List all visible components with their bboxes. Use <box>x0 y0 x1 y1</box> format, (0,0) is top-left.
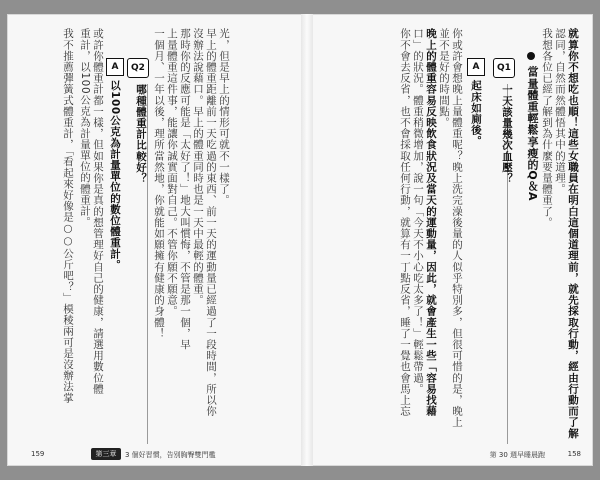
left-body-line-6: 一個月、一年以後，理所當然地，你就能如願擁有健康的身體！ <box>153 28 165 339</box>
section-bullet-icon <box>527 52 535 60</box>
left-running-header: 3 個好習慣，告別胸臀雙門檻 <box>125 451 216 459</box>
left-page-number: 159 <box>31 450 45 458</box>
q2-label: Q2 <box>127 58 149 78</box>
a2-label: A <box>106 58 124 76</box>
left-body-line-9: 我不推薦彈簧式體重計，「看起來好像是○○公斤吧？」模稜兩可是沒辦法掌 <box>62 28 74 404</box>
q1-label: Q1 <box>493 58 515 78</box>
right-body-line-4: 口」的狀況。體重稍微增加，說一句「今天不小心吃太多了！」輕鬆帶過。 <box>412 28 424 395</box>
left-body-line-2: 早上的體重距離前一天吃過的東西、前一天的運動量已經過了一段時間，所以你 <box>205 28 217 417</box>
right-body-line-5: 你不會去反省，也不會採取任何行動，就算有一丁點反省，睡了一覺也會馬上忘 <box>399 28 411 417</box>
left-body-line-3: 沒辦法說藉口。早上的體重同時也是一天中最輕的體重。 <box>192 28 204 306</box>
left-body-line-5: 上量體重這件事，能讓你誠實面對自己。不管你願不願意。 <box>166 28 178 317</box>
right-body-line-3: 晚上的體重容易反映飲食狀況及當天的運動量，因此，就會產生一些「容易找藉 <box>425 28 437 417</box>
q2-divider <box>147 84 148 444</box>
q2-title: 哪種體重計比較好？ <box>135 84 147 184</box>
book-gutter <box>301 14 313 466</box>
intro-line-3: 我想各位已經了解到為什麼要量體重了。 <box>541 28 553 228</box>
a2-title: 以100公克為計量單位的數位體重計。 <box>109 80 121 271</box>
q1-title: 一天該量幾次血壓？ <box>501 84 513 184</box>
right-body-line-2: 並不是好的時間點。 <box>438 28 450 128</box>
left-body-line-7: 或許你體重計都一樣，但如果你是真的想管理好自己的健康，請選用數位體 <box>92 28 104 395</box>
right-running-header: 第 30 週早睡晨跑 <box>489 451 545 459</box>
left-body-line-4: 那時你的反應可能是「太好了！」地大叫慣悔，不管是那一個，早 <box>179 28 191 350</box>
right-body-line-1: 你或許會想晚上量體重呢？晚上洗完澡後量的人似乎特別多，但很可惜的是，晚上 <box>451 28 463 428</box>
intro-line-1: 就算你不想吃也順！這些女職員在明白這個道理前，就先採取行動，經由行動而了解 <box>567 28 579 439</box>
a1-title: 起床如廁後。 <box>470 80 482 147</box>
left-body-line-8: 重計，以100公克為計量單位的體重計。 <box>79 28 91 228</box>
a1-label: A <box>467 58 485 76</box>
section-title: 當量體重輕鬆享瘦的Q＆A <box>526 66 539 202</box>
book-spread <box>7 14 593 466</box>
chapter-badge: 第三章 <box>91 448 121 460</box>
intro-line-2: 認同，自然而然體悟其中的道理。 <box>554 28 566 195</box>
right-page-number: 158 <box>567 450 581 458</box>
left-body-line-1: 光，但是早上的情形可就不一樣了。 <box>218 28 230 206</box>
